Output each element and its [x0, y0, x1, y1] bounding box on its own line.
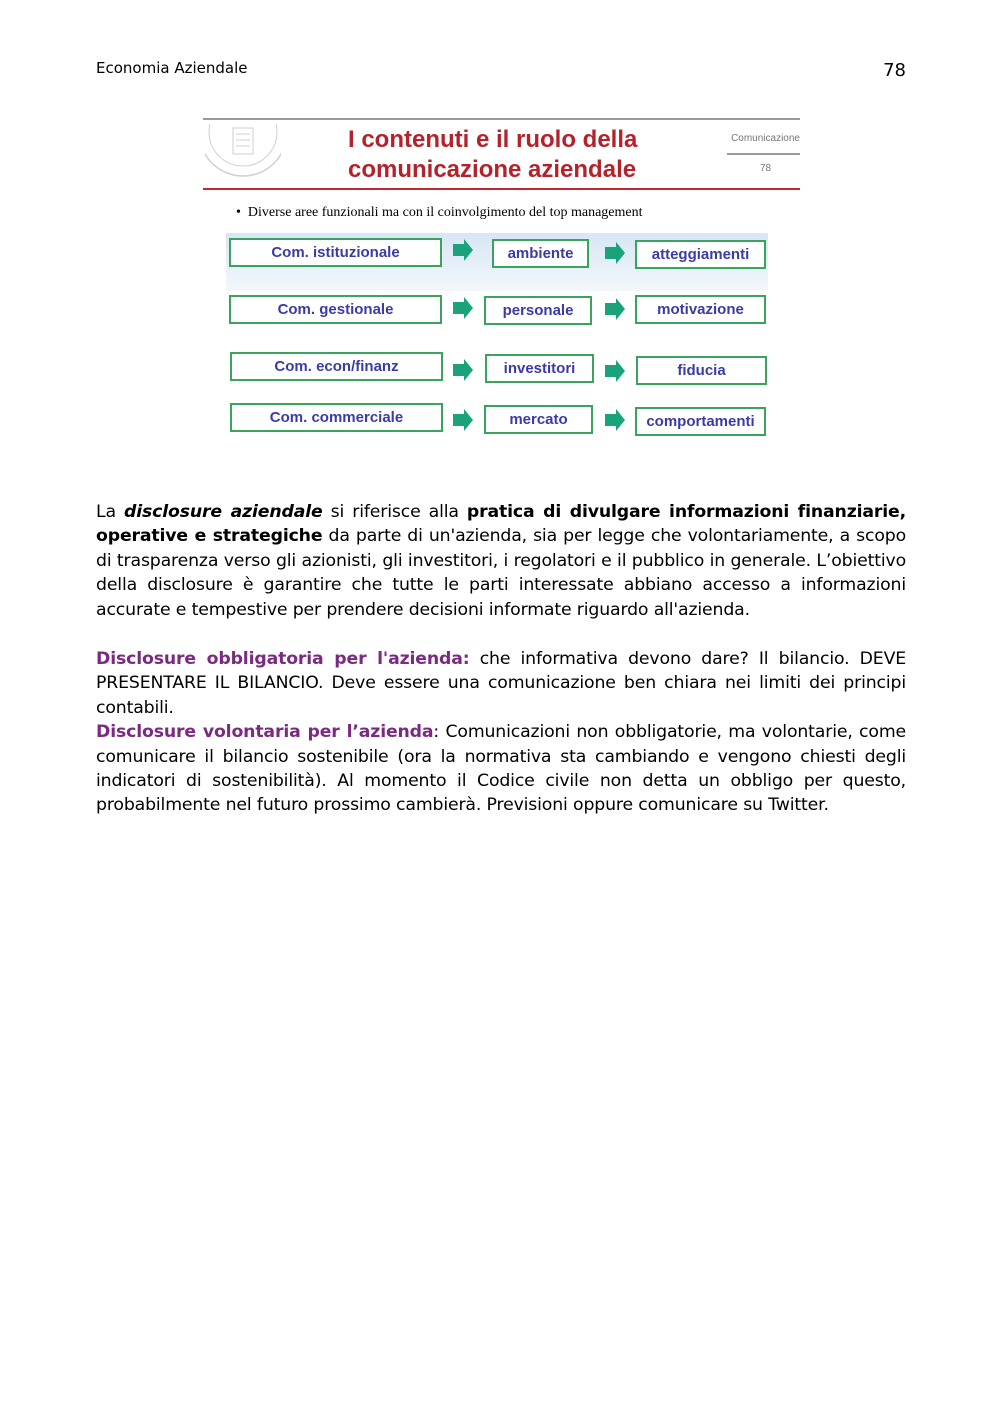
paragraph-obbligatoria	[96, 647, 906, 720]
paragraph-gap	[96, 622, 906, 647]
flow-target-box: mercato	[484, 405, 593, 434]
flow-area-box: Com. econ/finanz	[230, 352, 443, 381]
arrow-right-icon	[453, 409, 473, 431]
paragraph-volontaria	[96, 720, 906, 818]
flow-effect-box: fiducia	[636, 356, 767, 385]
text-run: : Comunicazioni non obbligatorie, ma volontarie, come comunicare il bilancio sostenibile (ora la normativa sta cambiando e vengono chiesti degli indicatori di sostenibilità). Al momento il Codice civile non detta un obbligo per questo, probabilmente nel futuro prossimo cambierà. Previsioni oppure comunicare su Twitter.	[96, 722, 906, 816]
paragraph-definition	[96, 500, 906, 622]
arrow-right-icon	[605, 242, 625, 264]
text-run: si riferisce alla	[322, 502, 467, 522]
flow-effect-box: motivazione	[635, 295, 766, 324]
arrow-right-icon	[605, 298, 625, 320]
flow-effect-box: atteggiamenti	[635, 240, 766, 269]
slide-section-divider	[727, 153, 800, 155]
page-header-title: Economia Aziendale	[96, 59, 248, 77]
body-text	[96, 500, 906, 818]
page-number: 78	[883, 60, 906, 81]
slide-section-label: Comunicazione	[731, 133, 800, 144]
slide-header	[203, 118, 800, 190]
slide-number: 78	[760, 163, 772, 174]
flow-effect-box: comportamenti	[635, 407, 766, 436]
flow-area-box: Com. commerciale	[230, 403, 443, 432]
label-disclosure-obbligatoria: Disclosure obbligatoria per l'azienda:	[96, 649, 470, 670]
text-run: da parte di un'azienda, sia per legge che volontariamente, a scopo di trasparenza verso gli azionisti, gli investitori, i regolatori e il pubblico in generale. L’obiettivo della disclosure è garantire che tutte le parti interessate abbiano accesso a informazioni accurate e tempestive per prendere decisioni informate riguardo all'azienda.	[96, 526, 906, 620]
flow-area-box: Com. gestionale	[229, 295, 442, 324]
slide-title-line2: comunicazione aziendale	[348, 156, 637, 183]
arrow-right-icon	[453, 239, 473, 261]
label-disclosure-volontaria: Disclosure volontaria per l’azienda	[96, 722, 434, 743]
text-run: La	[96, 502, 125, 522]
arrow-right-icon	[453, 297, 473, 319]
arrow-right-icon	[453, 359, 473, 381]
slide-bullet: • Diverse aree funzionali ma con il coinvolgimento del top management	[236, 205, 643, 220]
slide-image	[203, 118, 800, 438]
flow-area-box: Com. istituzionale	[229, 238, 442, 267]
flow-target-box: personale	[484, 296, 592, 325]
university-seal-icon	[205, 124, 281, 182]
flow-target-box: ambiente	[492, 239, 589, 268]
emphasis-text: pratica di divulgare informazioni finanziarie, operative e strategiche	[96, 502, 907, 547]
term-disclosure-aziendale: disclosure aziendale	[124, 502, 323, 522]
slide-bullet-text: Diverse aree funzionali ma con il coinvolgimento del top management	[247, 205, 643, 220]
arrow-right-icon	[605, 360, 625, 382]
slide-title-line1: I contenuti e il ruolo della	[348, 126, 638, 153]
text-run: che informativa devono dare? Il bilancio. DEVE PRESENTARE IL BILANCIO. Deve essere una comunicazione ben chiara nei limiti dei principi contabili.	[96, 649, 907, 718]
arrow-right-icon	[605, 409, 625, 431]
slide-title	[348, 125, 748, 185]
flow-target-box: investitori	[485, 354, 594, 383]
